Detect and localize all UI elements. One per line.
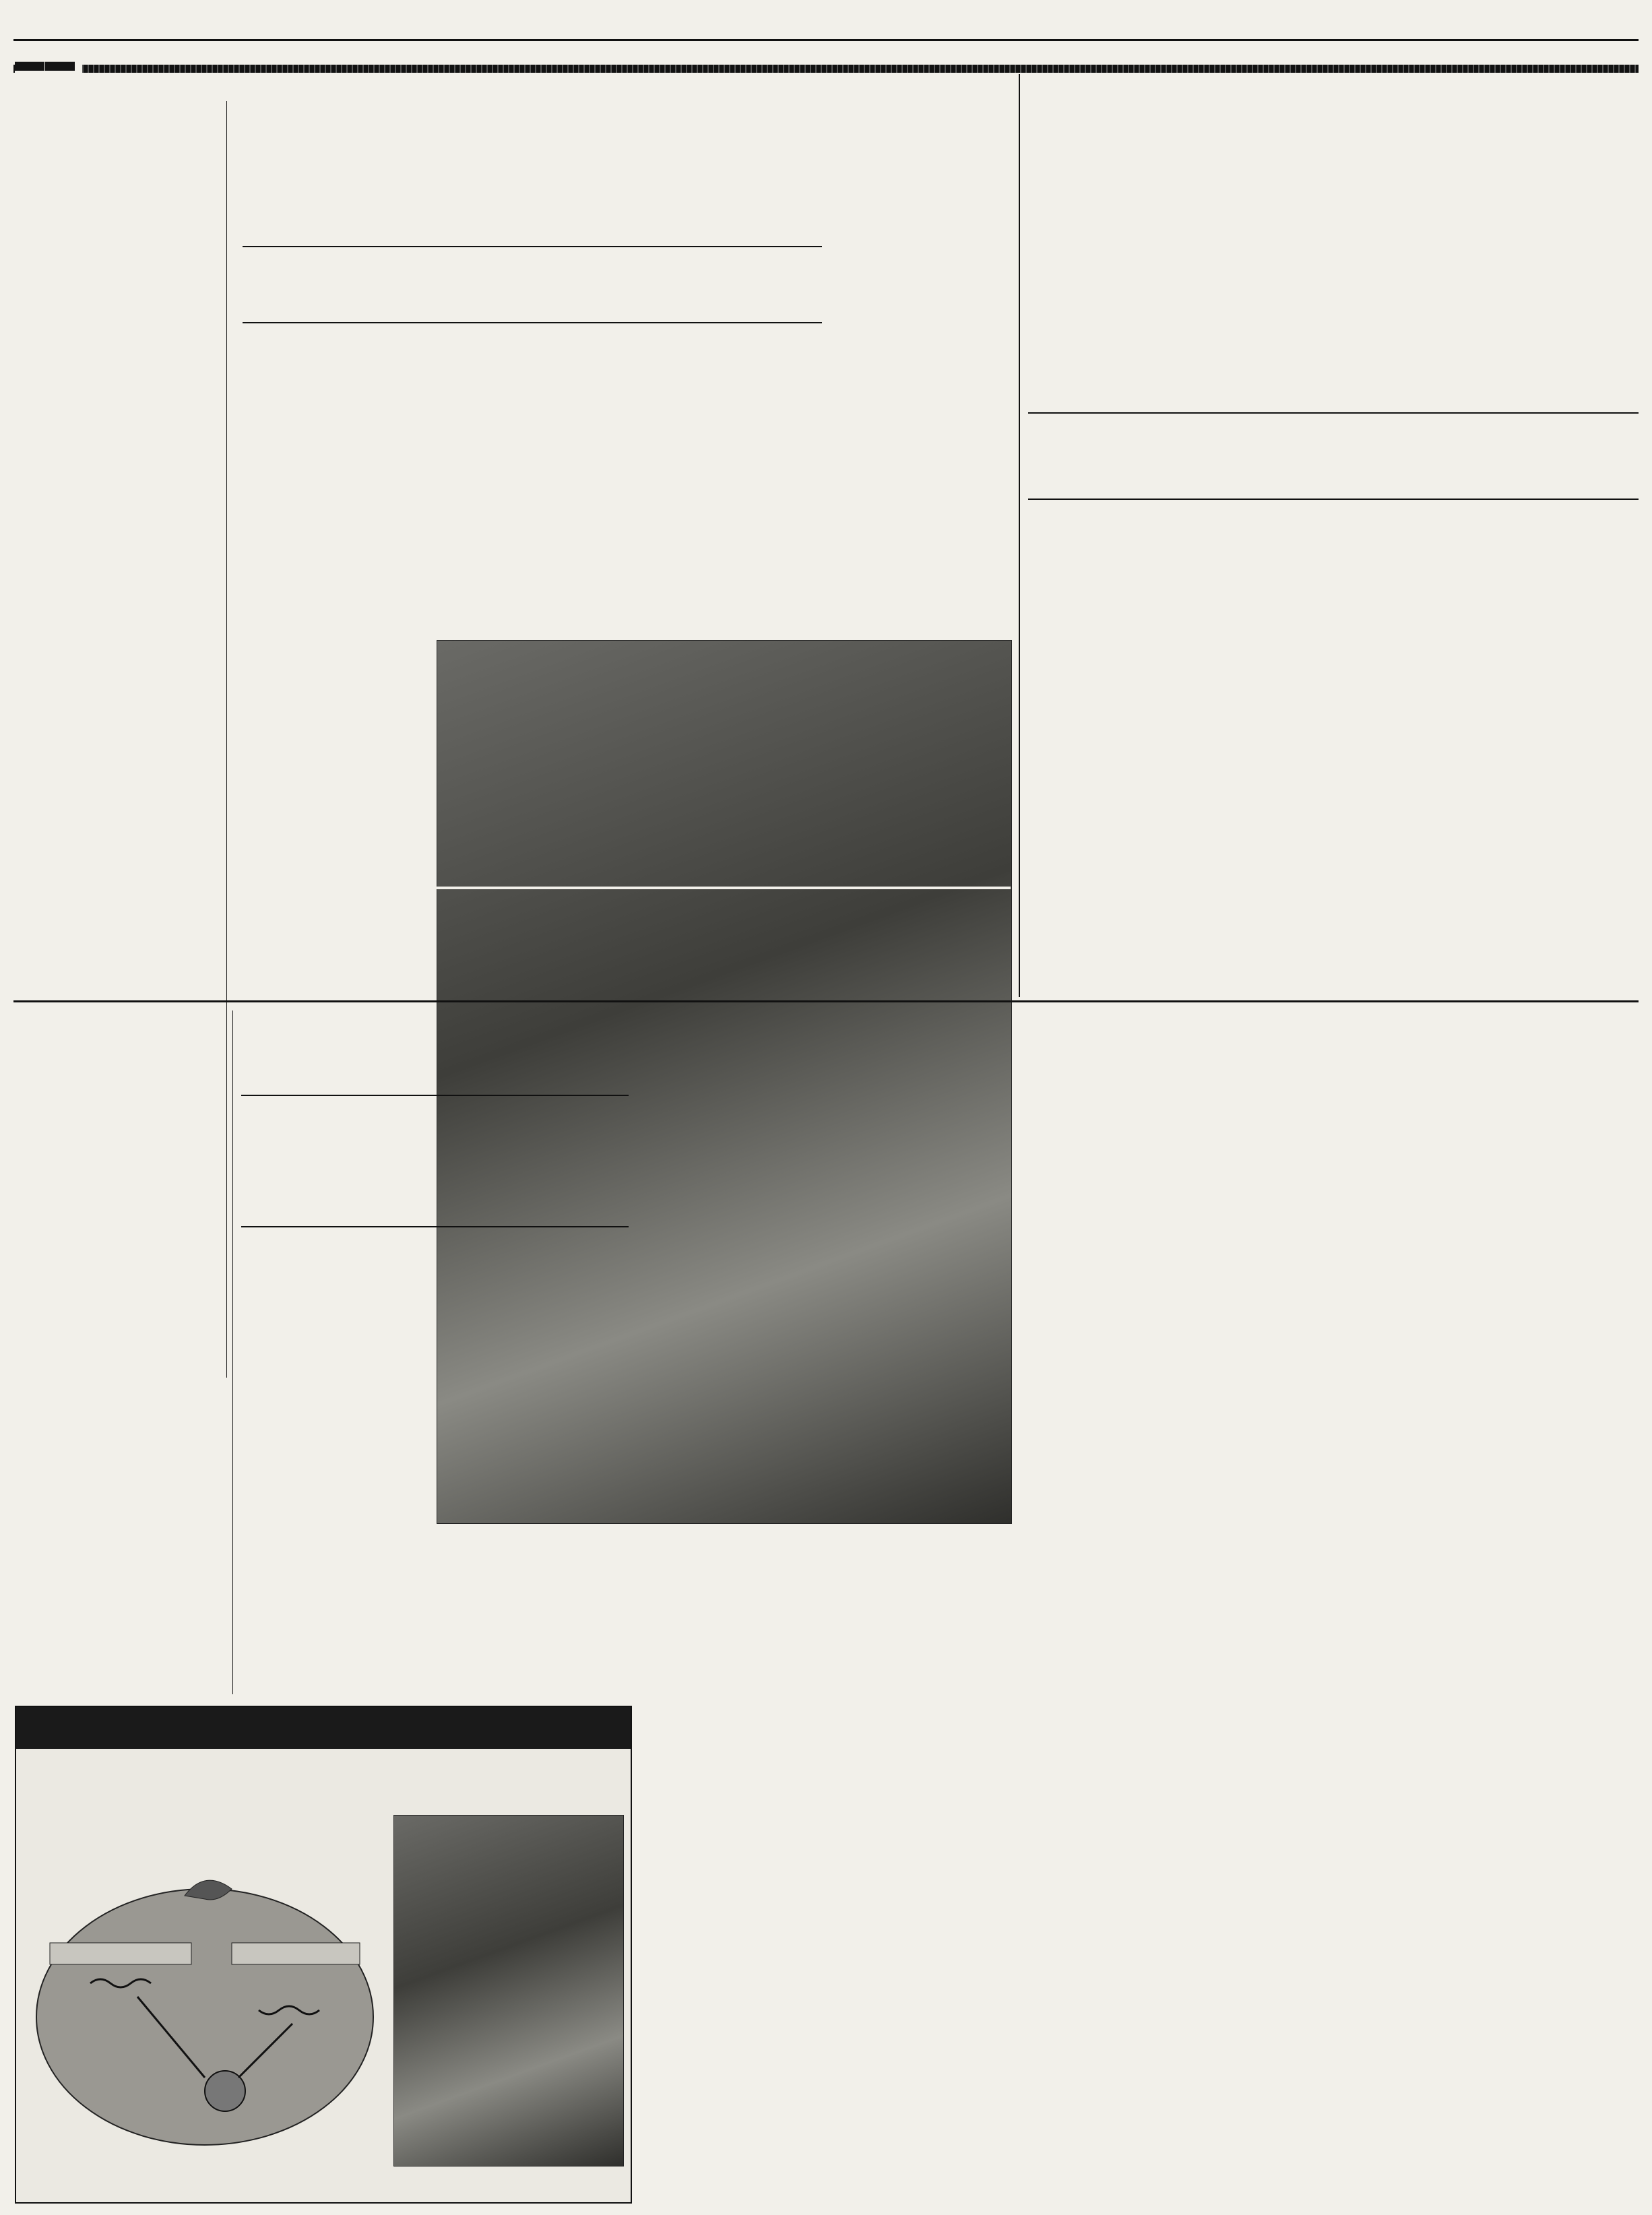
tomato-diagram [30, 1862, 380, 2158]
deck-rule [243, 246, 822, 247]
column-rule [1019, 74, 1020, 997]
tomato-photo [393, 1815, 624, 2166]
china-col-3 [1442, 228, 1637, 408]
deck-rule [241, 1226, 629, 1227]
iodine-bottom-3 [628, 906, 817, 994]
iodine-bottom-4 [830, 906, 1011, 994]
tomato-title-bar [16, 1707, 631, 1749]
softening-gene-bar [50, 1943, 191, 1964]
deck-rule [1028, 499, 1639, 500]
mirror-gene-bar [232, 1943, 360, 1964]
cancer-col-4 [640, 1010, 823, 2173]
iodine-bottom-2 [434, 906, 616, 994]
column-rule [226, 101, 227, 1378]
china-col-1 [1028, 228, 1222, 408]
iodine-col-4 [628, 330, 817, 637]
deck-rule [1028, 412, 1639, 414]
deck-rule [241, 1095, 629, 1096]
china-body-3 [1442, 505, 1637, 990]
section-label-feature: ▬▬ [15, 44, 82, 78]
china-body-1 [1028, 505, 1222, 990]
section-rule [13, 65, 1639, 73]
cancer-col-3 [441, 1233, 629, 1698]
cancer-col-2 [243, 1233, 428, 1698]
china-col-2 [1234, 228, 1428, 408]
iodine-col-5 [830, 94, 1011, 637]
dropcap [16, 104, 20, 106]
header-rule [13, 39, 1639, 41]
tomato-fruit-shape [36, 1889, 373, 2145]
iodine-photo-caption [437, 887, 1011, 889]
dropcap [16, 1014, 20, 1015]
cancer-col-1 [16, 1014, 225, 1698]
page-divider [13, 1000, 1639, 1002]
iodine-col-3 [434, 330, 616, 637]
dropcap [1028, 228, 1032, 229]
tomato-graphic [15, 1706, 632, 2204]
china-body-2 [1234, 505, 1428, 990]
iodine-col-2 [240, 330, 422, 1347]
tomato-steps [27, 1758, 418, 1761]
column-rule [232, 1010, 233, 1694]
deck-rule [243, 322, 822, 323]
